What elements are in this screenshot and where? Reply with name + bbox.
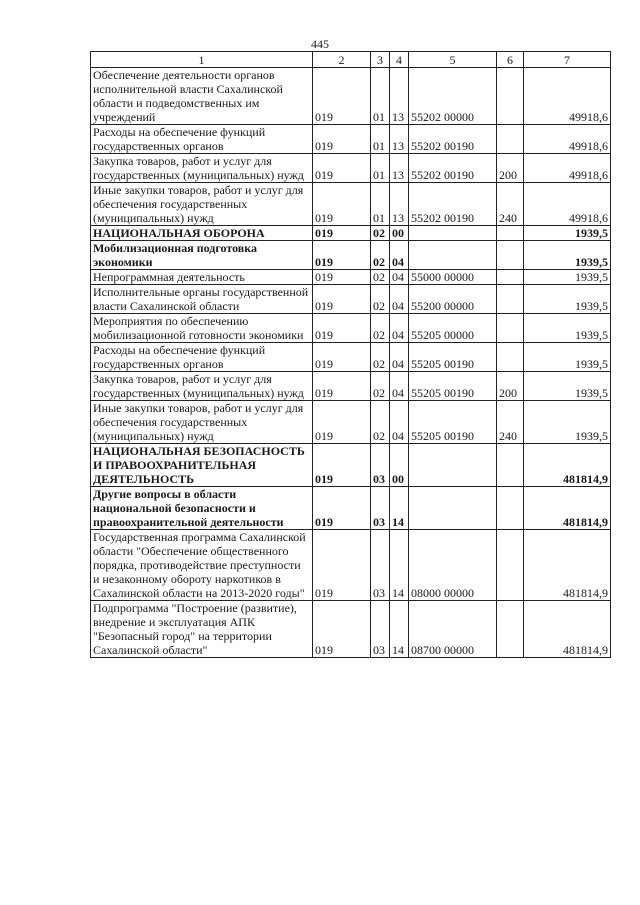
cell-target: 55202 00190 — [409, 154, 497, 183]
cell-amount: 49918,6 — [524, 154, 611, 183]
cell-name: Иные закупки товаров, работ и услуг для обеспечения государственных (муниципальных) нужд — [91, 183, 313, 226]
cell-code: 019 — [313, 444, 371, 487]
column-header: 2 — [313, 52, 371, 68]
cell-code: 019 — [313, 601, 371, 658]
cell-amount: 481814,9 — [524, 530, 611, 601]
budget-table — [90, 51, 611, 658]
cell-name: Иные закупки товаров, работ и услуг для обеспечения государственных (муниципальных) нужд — [91, 401, 313, 444]
cell-sub: 04 — [390, 241, 409, 270]
table-row — [91, 314, 611, 343]
cell-vr — [497, 285, 524, 314]
cell-name: НАЦИОНАЛЬНАЯ ОБОРОНА — [91, 226, 313, 241]
cell-sub: 04 — [390, 285, 409, 314]
cell-target — [409, 226, 497, 241]
table-row — [91, 226, 611, 241]
cell-name: Закупка товаров, работ и услуг для государственных (муниципальных) нужд — [91, 372, 313, 401]
table-row — [91, 487, 611, 530]
cell-section: 01 — [371, 183, 390, 226]
table-row — [91, 530, 611, 601]
table-row — [91, 372, 611, 401]
cell-section: 02 — [371, 270, 390, 285]
cell-sub: 04 — [390, 372, 409, 401]
table-row — [91, 270, 611, 285]
cell-code: 019 — [313, 270, 371, 285]
cell-code: 019 — [313, 314, 371, 343]
page-number: 445 — [311, 37, 329, 51]
cell-code: 019 — [313, 68, 371, 125]
cell-target: 55205 00190 — [409, 343, 497, 372]
cell-sub: 13 — [390, 154, 409, 183]
cell-name: НАЦИОНАЛЬНАЯ БЕЗОПАСНОСТЬ И ПРАВООХРАНИТЕЛЬНАЯ ДЕЯТЕЛЬНОСТЬ — [91, 444, 313, 487]
cell-code: 019 — [313, 372, 371, 401]
cell-target: 55202 00190 — [409, 125, 497, 154]
cell-amount: 481814,9 — [524, 444, 611, 487]
column-header: 1 — [91, 52, 313, 68]
cell-amount: 1939,5 — [524, 343, 611, 372]
cell-vr — [497, 68, 524, 125]
cell-sub: 04 — [390, 401, 409, 444]
cell-vr: 240 — [497, 183, 524, 226]
column-header: 7 — [524, 52, 611, 68]
cell-vr — [497, 241, 524, 270]
cell-section: 02 — [371, 314, 390, 343]
cell-section: 02 — [371, 372, 390, 401]
cell-vr — [497, 530, 524, 601]
cell-amount: 1939,5 — [524, 285, 611, 314]
header-row — [91, 52, 611, 68]
cell-amount: 49918,6 — [524, 183, 611, 226]
cell-section: 01 — [371, 154, 390, 183]
cell-vr — [497, 125, 524, 154]
cell-target: 55202 00000 — [409, 68, 497, 125]
cell-target: 55200 00000 — [409, 285, 497, 314]
cell-sub: 13 — [390, 68, 409, 125]
cell-sub: 04 — [390, 314, 409, 343]
column-header: 3 — [371, 52, 390, 68]
cell-sub: 00 — [390, 444, 409, 487]
cell-name: Мероприятия по обеспечению мобилизационной готовности экономики — [91, 314, 313, 343]
cell-sub: 13 — [390, 125, 409, 154]
cell-name: Другие вопросы в области национальной безопасности и правоохранительной деятельности — [91, 487, 313, 530]
cell-name: Расходы на обеспечение функций государственных органов — [91, 343, 313, 372]
cell-vr — [497, 487, 524, 530]
cell-sub: 14 — [390, 530, 409, 601]
table-row — [91, 285, 611, 314]
table-row — [91, 183, 611, 226]
cell-target: 08700 00000 — [409, 601, 497, 658]
cell-target: 55205 00190 — [409, 401, 497, 444]
cell-name: Расходы на обеспечение функций государственных органов — [91, 125, 313, 154]
cell-code: 019 — [313, 125, 371, 154]
cell-sub: 14 — [390, 601, 409, 658]
table-row — [91, 401, 611, 444]
cell-name: Мобилизационная подготовка экономики — [91, 241, 313, 270]
cell-name: Непрограммная деятельность — [91, 270, 313, 285]
cell-section: 02 — [371, 241, 390, 270]
cell-code: 019 — [313, 285, 371, 314]
cell-name: Государственная программа Сахалинской области "Обеспечение общественного порядка, противодействие преступности и незаконному обороту наркотиков в Сахалинской области на 2013-2020 годы" — [91, 530, 313, 601]
cell-code: 019 — [313, 343, 371, 372]
cell-sub: 14 — [390, 487, 409, 530]
cell-sub: 04 — [390, 270, 409, 285]
cell-code: 019 — [313, 154, 371, 183]
cell-vr — [497, 270, 524, 285]
cell-target — [409, 444, 497, 487]
table-row — [91, 154, 611, 183]
column-header: 6 — [497, 52, 524, 68]
cell-amount: 1939,5 — [524, 241, 611, 270]
table-row — [91, 601, 611, 658]
cell-code: 019 — [313, 530, 371, 601]
cell-name: Закупка товаров, работ и услуг для государственных (муниципальных) нужд — [91, 154, 313, 183]
cell-target: 08000 00000 — [409, 530, 497, 601]
cell-section: 01 — [371, 68, 390, 125]
cell-sub: 04 — [390, 343, 409, 372]
cell-sub: 00 — [390, 226, 409, 241]
table-row — [91, 343, 611, 372]
cell-name: Исполнительные органы государственной власти Сахалинской области — [91, 285, 313, 314]
cell-section: 03 — [371, 530, 390, 601]
cell-section: 03 — [371, 601, 390, 658]
cell-vr: 200 — [497, 372, 524, 401]
cell-amount: 1939,5 — [524, 314, 611, 343]
cell-section: 03 — [371, 444, 390, 487]
cell-vr — [497, 226, 524, 241]
table-row — [91, 125, 611, 154]
cell-amount: 1939,5 — [524, 226, 611, 241]
cell-code: 019 — [313, 226, 371, 241]
cell-vr — [497, 601, 524, 658]
cell-amount: 1939,5 — [524, 372, 611, 401]
cell-section: 02 — [371, 285, 390, 314]
cell-vr — [497, 314, 524, 343]
cell-amount: 49918,6 — [524, 68, 611, 125]
cell-code: 019 — [313, 401, 371, 444]
cell-vr: 200 — [497, 154, 524, 183]
cell-target: 55205 00000 — [409, 314, 497, 343]
cell-section: 02 — [371, 226, 390, 241]
cell-sub: 13 — [390, 183, 409, 226]
cell-target — [409, 487, 497, 530]
cell-target — [409, 241, 497, 270]
cell-target: 55000 00000 — [409, 270, 497, 285]
cell-amount: 481814,9 — [524, 487, 611, 530]
cell-code: 019 — [313, 183, 371, 226]
column-header: 4 — [390, 52, 409, 68]
cell-amount: 1939,5 — [524, 401, 611, 444]
cell-amount: 1939,5 — [524, 270, 611, 285]
table-row — [91, 444, 611, 487]
cell-name: Обеспечение деятельности органов исполнительной власти Сахалинской области и подведомственных им учреждений — [91, 68, 313, 125]
table-body — [91, 68, 611, 658]
cell-section: 01 — [371, 125, 390, 154]
cell-amount: 481814,9 — [524, 601, 611, 658]
cell-target: 55205 00190 — [409, 372, 497, 401]
cell-section: 02 — [371, 401, 390, 444]
column-header: 5 — [409, 52, 497, 68]
table-row — [91, 241, 611, 270]
cell-vr: 240 — [497, 401, 524, 444]
cell-code: 019 — [313, 487, 371, 530]
cell-name: Подпрограмма "Построение (развитие), внедрение и эксплуатация АПК "Безопасный город" на территории Сахалинской области" — [91, 601, 313, 658]
cell-vr — [497, 444, 524, 487]
cell-vr — [497, 343, 524, 372]
cell-amount: 49918,6 — [524, 125, 611, 154]
cell-target: 55202 00190 — [409, 183, 497, 226]
cell-section: 02 — [371, 343, 390, 372]
cell-section: 03 — [371, 487, 390, 530]
cell-code: 019 — [313, 241, 371, 270]
table-row — [91, 68, 611, 125]
